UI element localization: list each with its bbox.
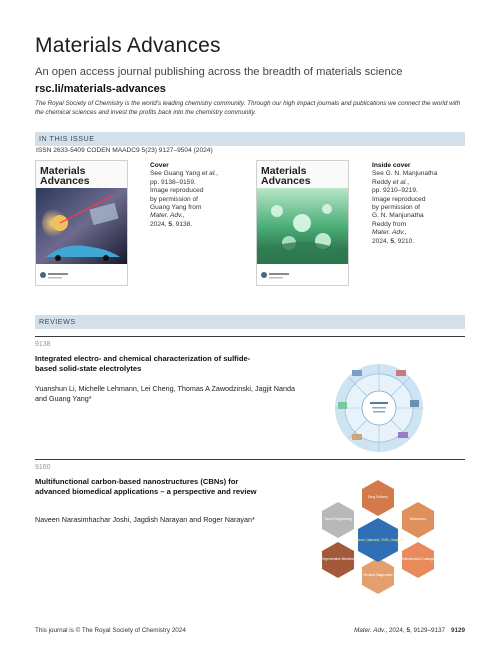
- issn-line: ISSN 2633-5409 CODEN MAADC9 5(23) 9127–9504 (2024): [36, 147, 213, 154]
- hexagon-label: Biosensors: [409, 517, 427, 521]
- hexagon-label: Tissue Engineering: [323, 517, 353, 521]
- article-graphic-electrolyte-wheel: [312, 360, 446, 454]
- article-divider: [35, 459, 465, 460]
- in-this-issue-bar: [35, 132, 465, 146]
- section-label: IN THIS ISSUE: [39, 134, 95, 143]
- hexagon-label: Regenerative Medicine: [321, 557, 355, 561]
- hexagon-center-label: Q-carbon, Diamond, CNTs, Graphene: [351, 538, 405, 542]
- reviews-bar: [35, 315, 465, 329]
- inside-cover-thumb-title: Materials Advances: [261, 165, 311, 187]
- article-authors: Naveen Narasimhachar Joshi, Jagdish Narayan and Roger Narayan*: [35, 515, 255, 524]
- page-number: 9129: [450, 627, 465, 634]
- article-title[interactable]: Integrated electro- and chemical characterization of sulfide-based solid-state electrolytes: [35, 354, 251, 373]
- article-page-number: 9138: [35, 341, 51, 348]
- article-graphic-hexagons: [310, 478, 446, 596]
- cover-thumb-title: Materials Advances: [40, 165, 90, 187]
- article-title[interactable]: Multifunctional carbon-based nanostructures (CBNs) for advanced biomedical applications – a perspective and review: [35, 477, 257, 496]
- journal-subtitle: An open access journal publishing across the breadth of materials science: [35, 66, 403, 78]
- footer-copyright: This journal is © The Royal Society of Chemistry 2024: [35, 627, 186, 634]
- cover-artwork: [36, 161, 127, 285]
- article-divider: [35, 336, 465, 337]
- inside-cover-thumbnail[interactable]: [256, 160, 349, 286]
- journal-title: Materials Advances: [35, 34, 221, 57]
- section-label: REVIEWS: [39, 317, 76, 326]
- hexagon-label: Drug Delivery: [368, 495, 388, 499]
- rsc-blurb: The Royal Society of Chemistry is the world's leading chemistry community. Through our high impact journals and publications we connect the world with the chemical sciences and invest the profits back into the chemistry community.: [35, 100, 461, 116]
- article-page-number: 9160: [35, 464, 51, 471]
- article-authors: Yuanshun Li, Michelle Lehmann, Lei Cheng, Thomas A Zawodzinski, Jagjit Nanda and Guang Yang*: [35, 384, 295, 403]
- footer-citation: Mater. Adv., 2024, 5, 9129–9137 9129: [354, 627, 465, 634]
- cover-thumbnail[interactable]: [35, 160, 128, 286]
- hexagon-label: Antimicrobial Coatings: [401, 557, 435, 561]
- journal-url[interactable]: rsc.li/materials-advances: [35, 83, 166, 95]
- hexagon-label: Medical Diagnostics: [363, 573, 393, 577]
- inside-cover-artwork: [257, 161, 348, 285]
- inside-cover-caption: Inside cover See G. N. Manjunatha Reddy et al., pp. 9210–9219. Image reproduced by permission of G. N. Manjunatha Reddy from Mater. Adv., 2024, 5, 9210.: [372, 162, 438, 245]
- cover-caption: Cover See Guang Yang et al., pp. 9138–9159. Image reproduced by permission of Guang Yang from Mater. Adv., 2024, 5, 9138.: [150, 162, 218, 228]
